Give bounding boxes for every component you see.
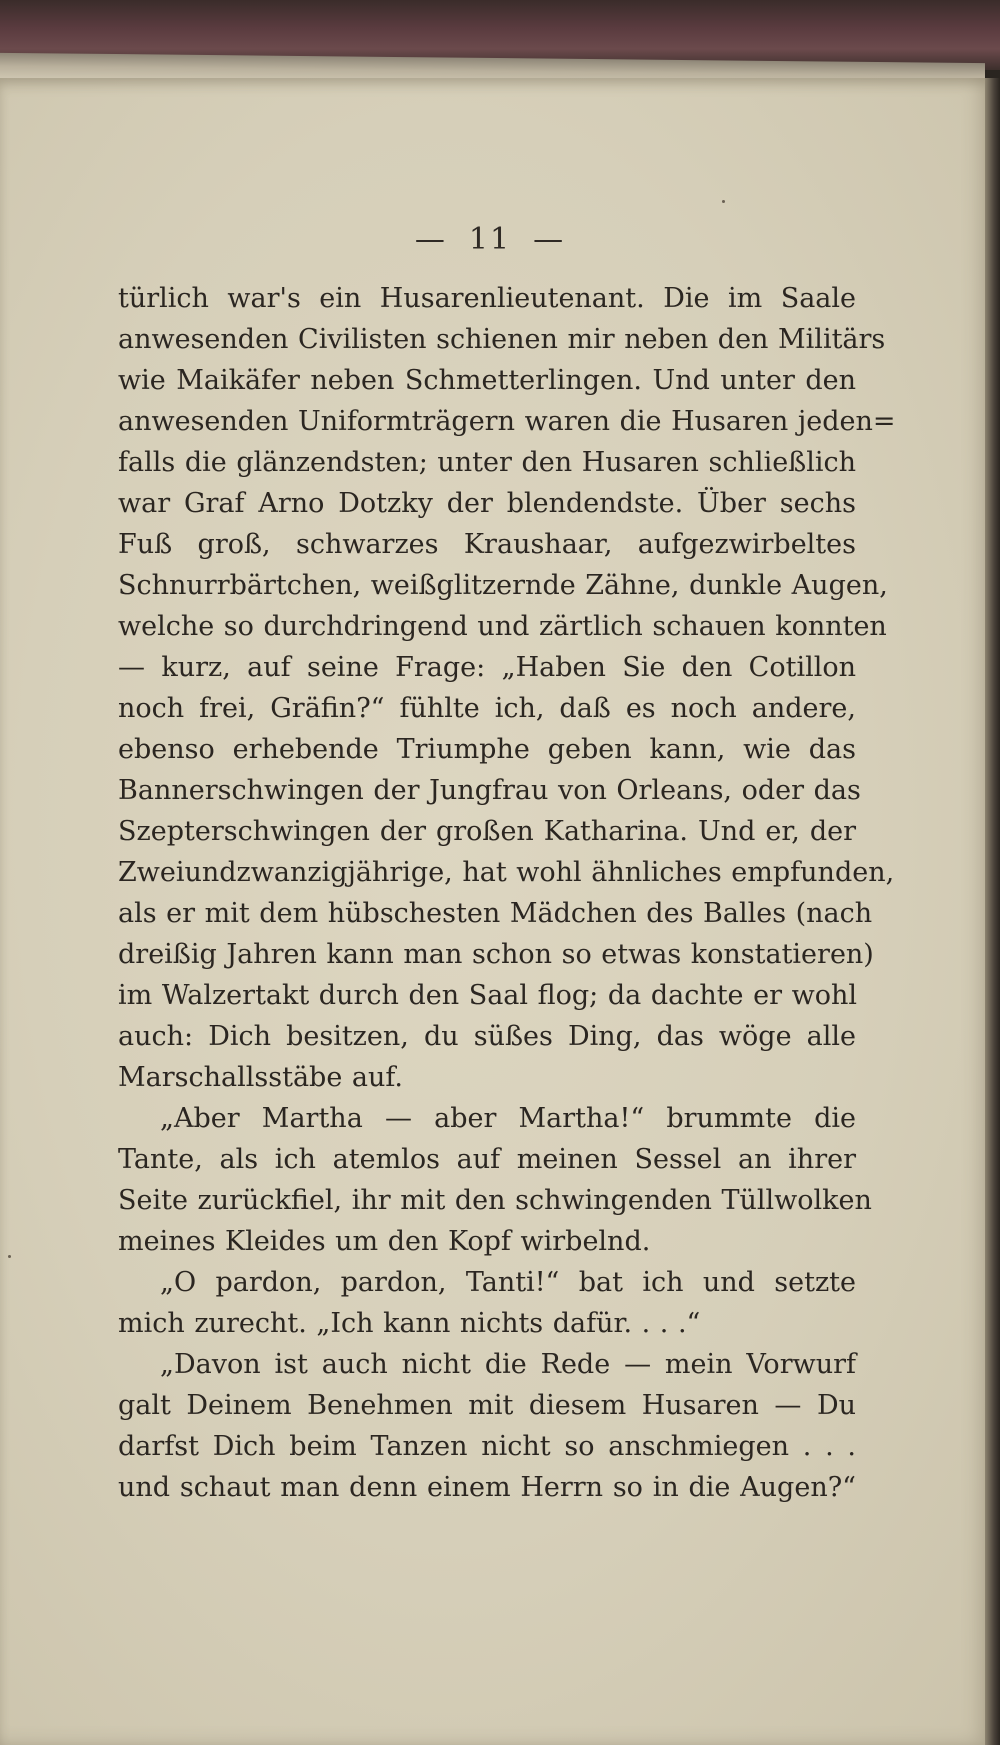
text-line: türlich war's ein Husarenlieutenant. Die im Saale	[118, 283, 856, 314]
header-dash-right: —	[533, 222, 566, 257]
text-line: meines Kleides um den Kopf wirbelnd.	[118, 1226, 651, 1257]
text-line: noch frei, Gräfin?“ fühlte ich, daß es noch andere,	[118, 693, 856, 724]
text-line: Szepterschwingen der großen Katharina. Und er, der	[118, 816, 856, 847]
text-line: Tante, als ich atemlos auf meinen Sessel an ihrer	[118, 1144, 856, 1175]
text-line: ebenso erhebende Triumphe geben kann, wie das	[118, 734, 856, 765]
text-line: Bannerschwingen der Jungfrau von Orleans, oder das	[118, 775, 861, 806]
text-line: darfst Dich beim Tanzen nicht so anschmiegen . . .	[118, 1431, 856, 1462]
page-number: 11	[468, 222, 512, 257]
text-line: welche so durchdringend und zärtlich schauen konnten	[118, 611, 887, 642]
text-line: „Davon ist auch nicht die Rede — mein Vorwurf	[160, 1349, 856, 1380]
text-line: dreißig Jahren kann man schon so etwas konstatieren)	[118, 939, 874, 970]
page-body-text	[118, 278, 896, 1508]
text-line: galt Deinem Benehmen mit diesem Husaren — Du	[118, 1390, 856, 1421]
text-line: falls die glänzendsten; unter den Husaren schließlich	[118, 447, 856, 478]
text-line: anwesenden Civilisten schienen mir neben den Militärs	[118, 324, 886, 355]
text-line: wie Maikäfer neben Schmetterlingen. Und unter den	[118, 365, 856, 396]
text-line: Marschallsstäbe auf.	[118, 1062, 403, 1093]
text-line: „O pardon, pardon, Tanti!“ bat ich und setzte	[160, 1267, 856, 1298]
paper-speck	[722, 200, 725, 203]
paper-speck	[8, 1255, 11, 1258]
text-line: mich zurecht. „Ich kann nichts dafür. . . .“	[118, 1308, 701, 1339]
text-line: im Walzertakt durch den Saal flog; da dachte er wohl	[118, 980, 857, 1011]
text-line: war Graf Arno Dotzky der blendendste. Über sechs	[118, 488, 856, 519]
text-line: auch: Dich besitzen, du süßes Ding, das wöge alle	[118, 1021, 856, 1052]
text-line: Schnurrbärtchen, weißglitzernde Zähne, dunkle Augen,	[118, 570, 888, 601]
text-line: anwesenden Uniformträgern waren die Husaren jeden=	[118, 406, 896, 437]
text-line: und schaut man denn einem Herrn so in die Augen?“	[118, 1472, 856, 1503]
header-dash-left: —	[414, 222, 447, 257]
text-line: als er mit dem hübschesten Mädchen des Balles (nach	[118, 898, 873, 929]
page-right-shadow	[985, 78, 1000, 1745]
page-header	[0, 222, 980, 257]
text-line: Zweiundzwanzigjährige, hat wohl ähnliches empfunden,	[118, 857, 895, 888]
text-line: Seite zurückfiel, ihr mit den schwingenden Tüllwolken	[118, 1185, 872, 1216]
text-line: — kurz, auf seine Frage: „Haben Sie den Cotillon	[118, 652, 856, 683]
text-line: „Aber Martha — aber Martha!“ brummte die	[160, 1103, 856, 1134]
text-line: Fuß groß, schwarzes Kraushaar, aufgezwirbeltes	[118, 529, 856, 560]
